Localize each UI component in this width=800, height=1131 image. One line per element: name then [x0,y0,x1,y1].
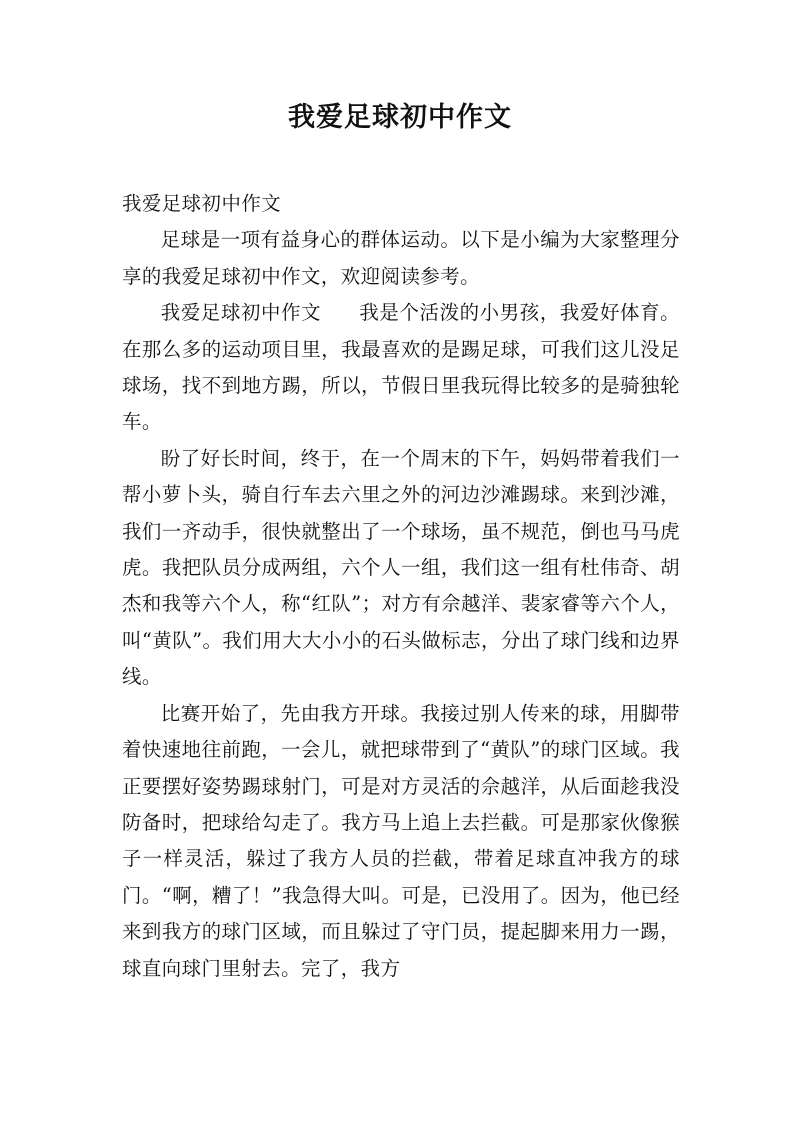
essay-paragraph-1-text: 我是个活泼的小男孩，我爱好体育。在那么多的运动项目里，我最喜欢的是踢足球，可我们这儿没足球场，找不到地方踢，所以，节假日里我玩得比较多的是骑独轮车。 [122,301,681,434]
essay-paragraph-2: 盼了好长时间，终于，在一个周末的下午，妈妈带着我们一帮小萝卜头，骑自行车去六里之外的河边沙滩踢球。来到沙滩，我们一齐动手，很快就整出了一个球场，虽不规范，倒也马马虎虎。我把队员分成两组，六个人一组，我们这一组有杜伟奇、胡杰和我等六个人，称“红队”；对方有佘越洋、裴家睿等六个人，叫“黄队”。我们用大大小小的石头做标志，分出了球门线和边界线。 [122,446,680,689]
essay-paragraph-3: 比赛开始了，先由我方开球。我接过别人传来的球，用脚带着快速地往前跑，一会儿，就把球带到了“黄队”的球门区域。我正要摆好姿势踢球射门，可是对方灵活的佘越洋，从后面趁我没防备时，把球给勾走了。我方马上追上去拦截。可是那家伙像猴子一样灵活，躲过了我方人员的拦截，带着足球直冲我方的球门。“啊，糟了！”我急得大叫。可是，已没用了。因为，他已经来到我方的球门区域，而且躲过了守门员，提起脚来用力一踢，球直向球门里射去。完了，我方 [122,701,680,980]
essay-heading: 我爱足球初中作文 [160,301,322,325]
document-subtitle: 我爱足球初中作文 [122,192,282,215]
essay-paragraph-1 [122,295,680,441]
document-title: 我爱足球初中作文 [288,102,512,133]
intro-paragraph: 足球是一项有益身心的群体运动。以下是小编为大家整理分享的我爱足球初中作文，欢迎阅读参考。 [122,228,680,288]
document-body [122,186,680,987]
